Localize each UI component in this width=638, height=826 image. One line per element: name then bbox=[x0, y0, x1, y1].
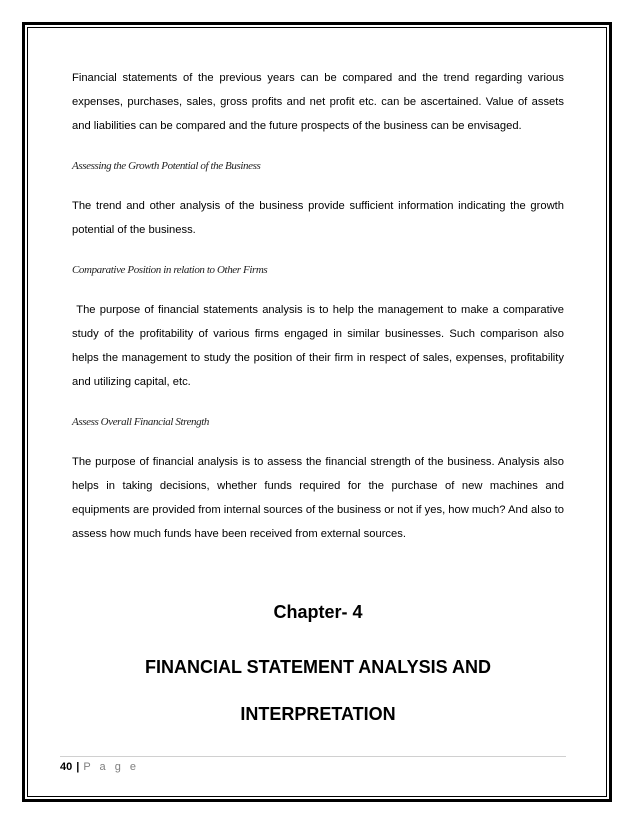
paragraph-growth-potential: The trend and other analysis of the business provide sufficient information indicating the growth potential of the business. bbox=[72, 200, 564, 236]
footer-separator: | bbox=[76, 761, 80, 773]
paragraph-financial-strength: The purpose of financial analysis is to assess the financial strength of the business. Analysis also helps in taking decisions, whether funds required for the purchase of new machines and equipments are provided from internal sources of the business or not if yes, how much? And also to assess how much funds have been received from external sources. bbox=[72, 456, 564, 540]
chapter-title-line-2: INTERPRETATION bbox=[240, 704, 396, 724]
chapter-number: Chapter- 4 bbox=[273, 602, 363, 622]
page-footer bbox=[60, 761, 139, 773]
page-number: 40 bbox=[60, 761, 73, 773]
heading-growth-potential: Assessing the Growth Potential of the Business bbox=[72, 160, 261, 172]
chapter-title-line-1: FINANCIAL STATEMENT ANALYSIS AND bbox=[144, 657, 491, 677]
footer-divider bbox=[60, 756, 566, 757]
page-label: P a g e bbox=[83, 761, 139, 773]
paragraph-comparative-position: The purpose of financial statements analysis is to help the management to make a comparative study of the profitability of various firms engaged in similar businesses. Such comparison also helps the management to study the position of their firm in respect of sales, expenses, profitability and utilizing capital, etc. bbox=[72, 304, 568, 388]
heading-comparative-position: Comparative Position in relation to Other Firms bbox=[72, 264, 268, 276]
heading-financial-strength: Assess Overall Financial Strength bbox=[72, 416, 210, 428]
paragraph-trend-analysis: Financial statements of the previous years can be compared and the trend regarding various expenses, purchases, sales, gross profits and net profit etc. can be ascertained. Value of assets and liabilities can be compared and the future prospects of the business can be envisaged. bbox=[72, 72, 564, 132]
document-body bbox=[72, 66, 568, 546]
